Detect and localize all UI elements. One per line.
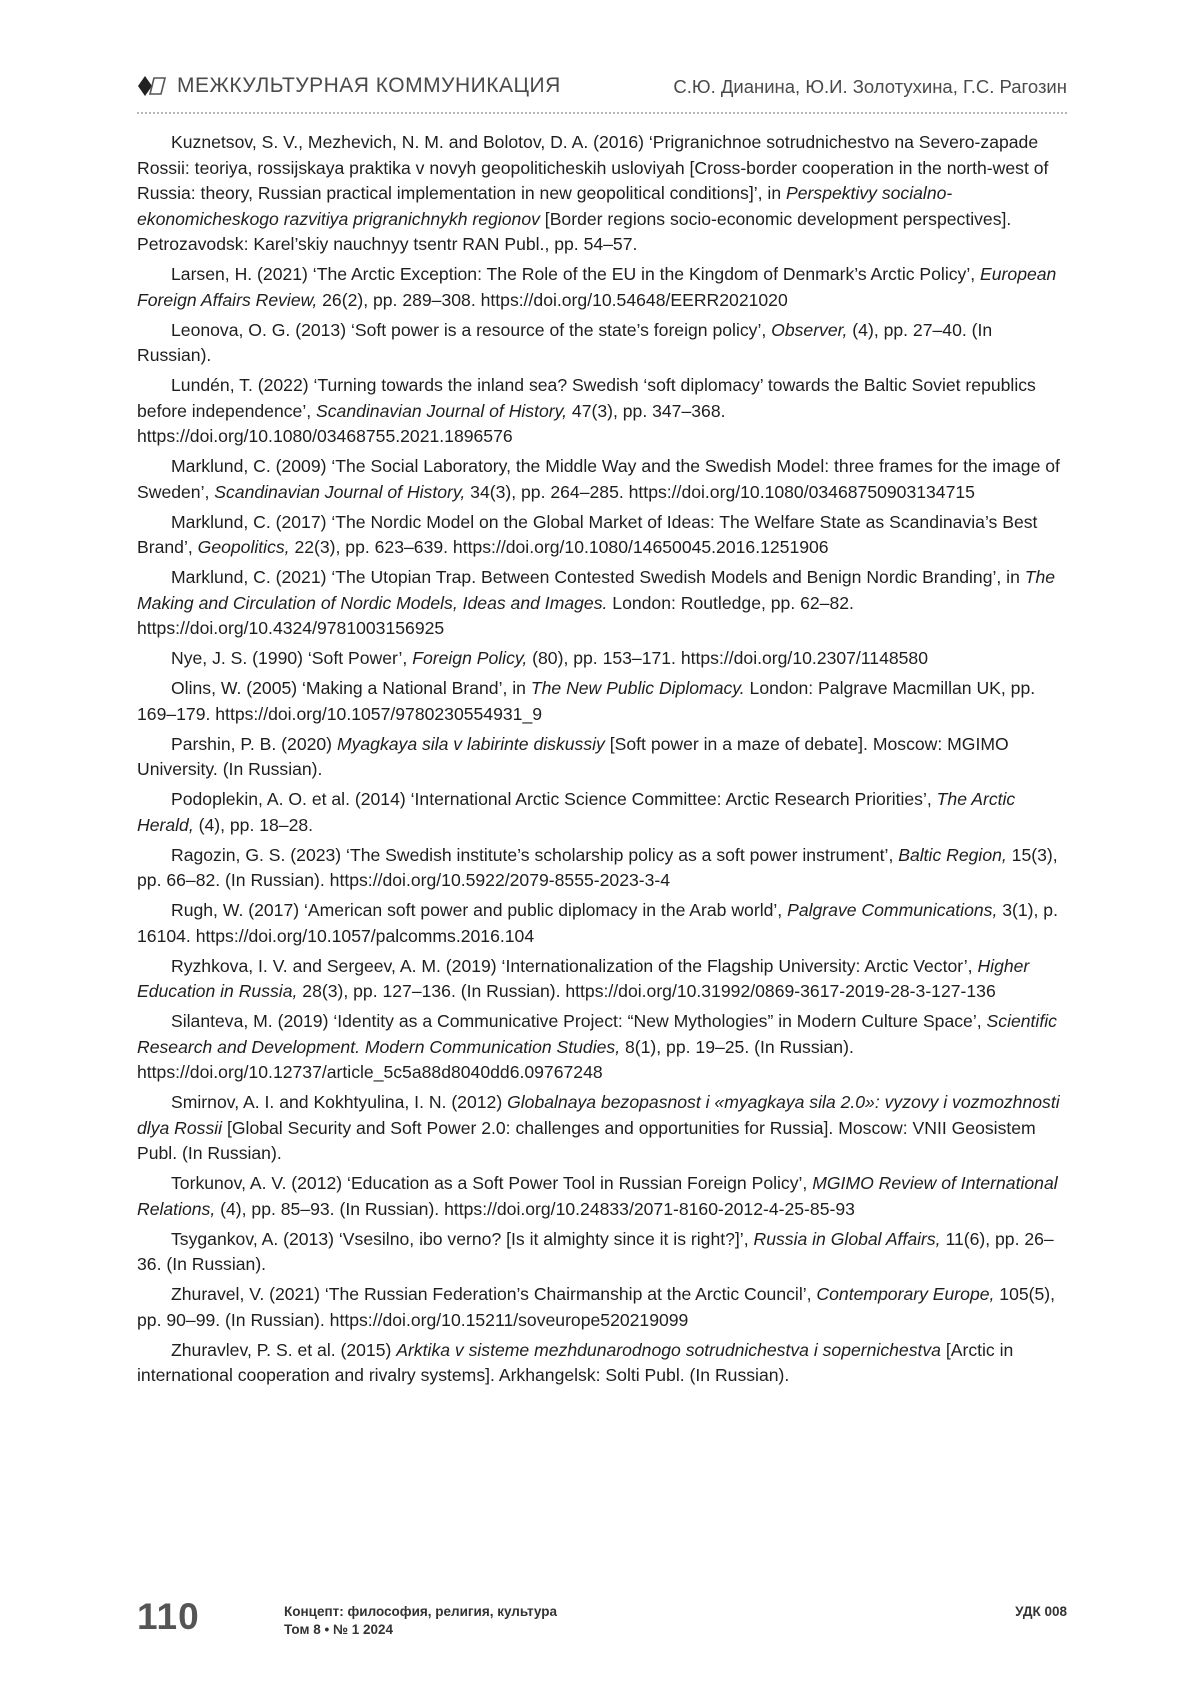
reference-title: Palgrave Communications, (787, 900, 998, 920)
reference-entry (137, 1090, 1067, 1167)
reference-text: 26(2), pp. 289–308. https://doi.org/10.54648/EERR2021020 (317, 289, 788, 310)
reference-title: Scientific Research and Development. Modern Communication Studies, (137, 1011, 1057, 1057)
reference-text: [Global Security and Soft Power 2.0: challenges and opportunities for Russia]. Moscow: VNII Geosistem Publ. (In Russian). (137, 1117, 1036, 1163)
reference-title: Contemporary Europe, (816, 1284, 995, 1304)
reference-title: Arktika v sisteme mezhdunarodnogo sotrudnichestva i sopernichestva (396, 1339, 941, 1360)
reference-text: London: Palgrave Macmillan UK, pp. 169–179. https://doi.org/10.1057/9780230554931_9 (137, 678, 1036, 724)
reference-text: 28(3), pp. 127–136. (In Russian). https://doi.org/10.31992/0869-3617-2019-28-3-127-136 (297, 981, 996, 1001)
reference-text: Podoplekin, A. O. et al. (2014) ‘International Arctic Science Committee: Arctic Research Priorities’, (171, 789, 937, 809)
reference-text: Nye, J. S. (1990) ‘Soft Power’, (171, 648, 413, 668)
journal-issue: Том 8 • № 1 2024 (284, 1622, 394, 1637)
reference-text: [Arctic in international cooperation and rivalry systems]. Arkhangelsk: Solti Publ. (In Russian). (137, 1339, 1014, 1385)
reference-text: Zhuravlev, P. S. et al. (2015) (171, 1339, 397, 1360)
reference-text: (80), pp. 153–171. https://doi.org/10.2307/1148580 (527, 648, 928, 668)
reference-entry (137, 130, 1067, 258)
reference-text: 8(1), pp. 19–25. (In Russian). https://doi.org/10.12737/article_5c5a88d8040dd6.09767248 (137, 1036, 854, 1082)
reference-text: (4), pp. 27–40. (In Russian). (137, 319, 993, 365)
reference-text: Olins, W. (2005) ‘Making a National Brand’, in (171, 678, 531, 698)
udk-code: УДК 008 (1015, 1604, 1067, 1619)
reference-entry (137, 510, 1067, 561)
reference-title: Geopolitics, (197, 537, 290, 557)
reference-text: (4), pp. 85–93. (In Russian). https://doi.org/10.24833/2071-8160-2012-4-25-85-93 (215, 1198, 855, 1219)
journal-name: Концепт: философия, религия, культура (284, 1604, 558, 1619)
reference-text: Ryzhkova, I. V. and Sergeev, A. M. (2019) ‘Internationalization of the Flagship University: Arctic Vector’, (171, 955, 978, 976)
reference-entry (137, 787, 1067, 838)
reference-title: The Arctic Herald, (137, 789, 1016, 835)
reference-title: MGIMO Review of International Relations, (137, 1173, 1058, 1219)
reference-text: (4), pp. 18–28. (193, 814, 314, 835)
reference-text: 105(5), pp. 90–99. (In Russian). https://doi.org/10.15211/soveurope520219099 (137, 1284, 1056, 1330)
article-authors: С.Ю. Дианина, Ю.И. Золотухина, Г.С. Рагозин (673, 76, 1067, 97)
reference-entry (137, 954, 1067, 1005)
reference-title: Scandinavian Journal of History, (214, 481, 466, 502)
reference-title: European Foreign Affairs Review, (137, 264, 1057, 310)
reference-text: Tsygankov, A. (2013) ‘Vsesilno, ibo verno? [Is it almighty since it is right?]’, (171, 1228, 754, 1249)
reference-text: Ragozin, G. S. (2023) ‘The Swedish institute’s scholarship policy as a soft power instrument’, (171, 844, 899, 865)
header-divider (137, 112, 1067, 114)
reference-text: 15(3), pp. 66–82. (In Russian). https://doi.org/10.5922/2079-8555-2023-3-4 (137, 844, 1058, 890)
reference-entry (137, 1338, 1067, 1389)
reference-entry (137, 373, 1067, 450)
reference-text: Marklund, C. (2017) ‘The Nordic Model on the Global Market of Ideas: The Welfare State as Scandinavia’s Best Brand’, (137, 511, 1038, 557)
reference-title: Myagkaya sila v labirinte diskussiy (336, 733, 605, 754)
diamond-logo-icon (137, 75, 167, 97)
reference-entry (137, 1227, 1067, 1278)
reference-text: Kuznetsov, S. V., Mezhevich, N. M. and Bolotov, D. A. (2016) ‘Prigranichnoe sotrudnichestvo na Severo-zapade Rossii: teoriya, rossijskaya praktika v novyh geopoliticheskih usloviyah [Cross-border cooperation in the north-west of Russia: theory, Russian practical implementation in new geopolitical conditions]’, in (137, 132, 1049, 203)
reference-entry (137, 318, 1067, 369)
reference-entry (137, 1171, 1067, 1222)
reference-text: 47(3), pp. 347–368. https://doi.org/10.1080/03468755.2021.1896576 (137, 400, 726, 446)
reference-entry (137, 843, 1067, 894)
reference-text: London: Routledge, pp. 62–82. https://doi.org/10.4324/9781003156925 (137, 592, 854, 638)
reference-list (137, 130, 1067, 1393)
reference-text: 3(1), p. 16104. https://doi.org/10.1057/palcomms.2016.104 (137, 900, 1058, 946)
reference-text: Smirnov, A. I. and Kokhtyulina, I. N. (2012) (171, 1092, 508, 1112)
reference-title: Scandinavian Journal of History, (316, 400, 568, 421)
reference-text: Rugh, W. (2017) ‘American soft power and public diplomacy in the Arab world’, (171, 900, 788, 920)
reference-title: Baltic Region, (898, 844, 1007, 865)
reference-title: Foreign Policy, (412, 648, 528, 668)
reference-text: 22(3), pp. 623–639. https://doi.org/10.1080/14650045.2016.1251906 (289, 537, 829, 557)
reference-text: [Soft power in a maze of debate]. Moscow: MGIMO University. (In Russian). (137, 733, 1009, 779)
reference-text: 34(3), pp. 264–285. https://doi.org/10.1080/03468750903134715 (465, 481, 975, 502)
reference-title: The New Public Diplomacy. (530, 678, 745, 698)
reference-text: 11(6), pp. 26–36. (In Russian). (137, 1228, 1054, 1274)
reference-entry (137, 1009, 1067, 1086)
reference-entry (137, 1282, 1067, 1333)
reference-text: Marklund, C. (2021) ‘The Utopian Trap. Between Contested Swedish Models and Benign Nordic Branding’, in (171, 567, 1025, 587)
reference-entry (137, 732, 1067, 783)
page-number: 110 (137, 1596, 200, 1637)
reference-text: Silanteva, M. (2019) ‘Identity as a Communicative Project: “New Mythologies” in Modern Culture Space’, (171, 1011, 987, 1031)
reference-text: [Border regions socio-economic development perspectives]. Petrozavodsk: Karel’skiy nauchnyy tsentr RAN Publ., pp. 54–57. (137, 208, 1012, 254)
reference-title: The Making and Circulation of Nordic Models, Ideas and Images. (137, 567, 1056, 613)
reference-title: Higher Education in Russia, (137, 955, 1030, 1001)
reference-text: Zhuravel, V. (2021) ‘The Russian Federation’s Chairmanship at the Arctic Council’, (171, 1284, 817, 1304)
reference-title: Russia in Global Affairs, (753, 1228, 941, 1249)
reference-text: Marklund, C. (2009) ‘The Social Laboratory, the Middle Way and the Swedish Model: three frames for the image of Sweden’, (137, 456, 1060, 502)
reference-title: Observer, (771, 319, 848, 340)
reference-text: Torkunov, A. V. (2012) ‘Education as a Soft Power Tool in Russian Foreign Policy’, (171, 1173, 813, 1193)
reference-text: Lundén, T. (2022) ‘Turning towards the inland sea? Swedish ‘soft diplomacy’ towards the Baltic Soviet republics before independence’, (137, 375, 1036, 421)
reference-text: Leonova, O. G. (2013) ‘Soft power is a resource of the state’s foreign policy’, (171, 319, 772, 340)
page-footer (137, 1596, 1067, 1646)
reference-title: Globalnaya bezopasnost i «myagkaya sila 2.0»: vyzovy i vozmozhnosti dlya Rossii (137, 1092, 1060, 1138)
running-header (137, 70, 1067, 118)
reference-entry (137, 646, 1067, 672)
section-title: МЕЖКУЛЬТУРНАЯ КОММУНИКАЦИЯ (177, 74, 561, 97)
reference-entry (137, 565, 1067, 642)
reference-entry (137, 262, 1067, 313)
reference-title: Perspektivy socialno-ekonomicheskogo razvitiya prigranichnykh regionov (137, 183, 953, 229)
reference-entry (137, 676, 1067, 727)
reference-text: Larsen, H. (2021) ‘The Arctic Exception: The Role of the EU in the Kingdom of Denmark’s Arctic Policy’, (171, 264, 981, 284)
reference-entry (137, 898, 1067, 949)
reference-text: Parshin, P. B. (2020) (171, 733, 337, 754)
reference-entry (137, 454, 1067, 505)
